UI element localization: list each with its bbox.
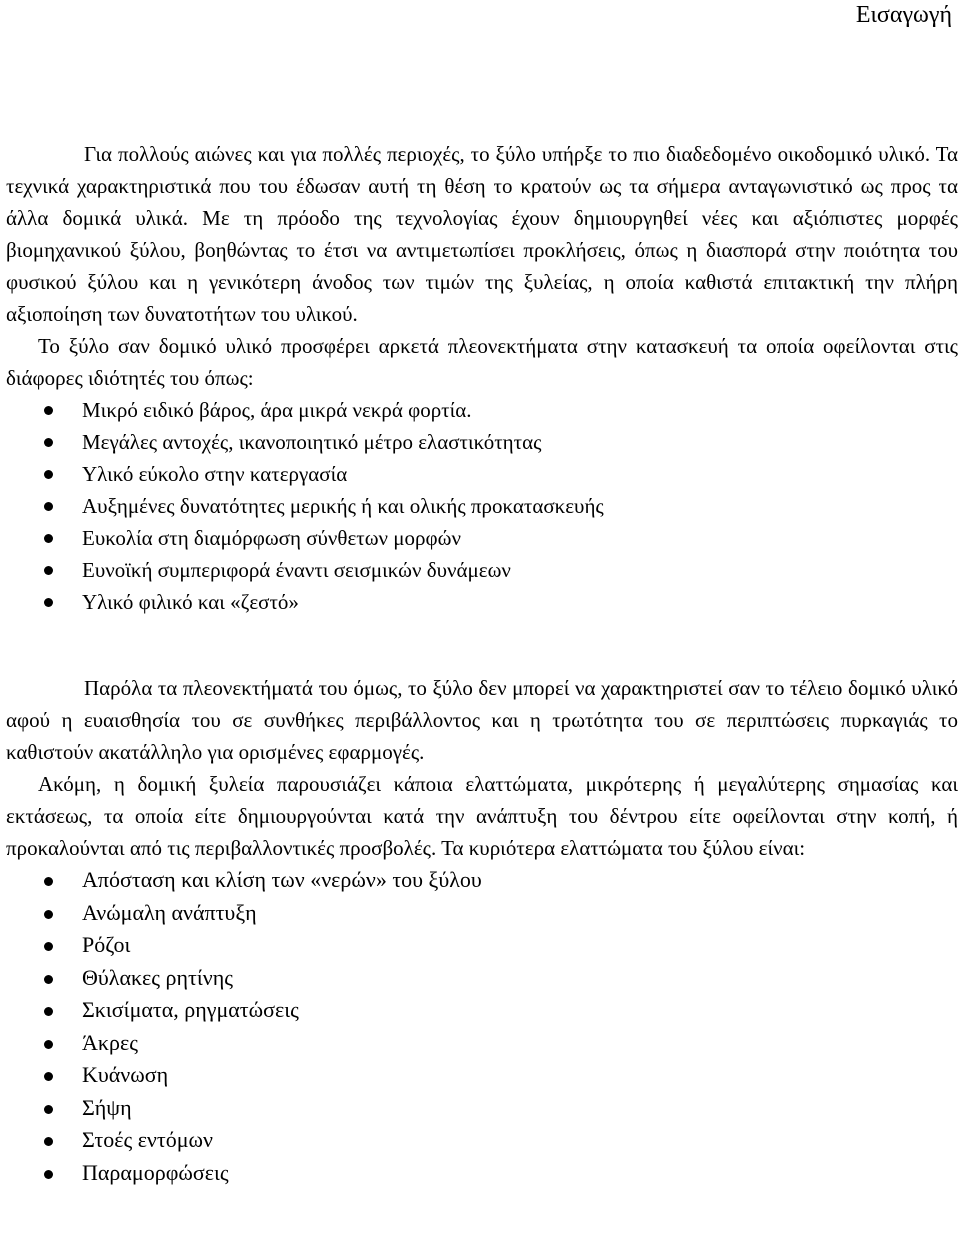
bullet-icon xyxy=(44,1072,53,1081)
defects-list xyxy=(6,864,958,1189)
advantages-list xyxy=(6,394,958,618)
list-item xyxy=(6,586,958,618)
bullet-icon xyxy=(44,598,53,607)
list-item-text: Μικρό ειδικό βάρος, άρα μικρά νεκρά φορτία. xyxy=(82,398,472,422)
bullet-icon xyxy=(44,406,53,415)
list-item-text: Ευνοϊκή συμπεριφορά έναντι σεισμικών δυνάμεων xyxy=(82,558,511,582)
list-item xyxy=(6,962,958,995)
list-item xyxy=(6,1124,958,1157)
list-item-text: Άκρες xyxy=(82,1029,138,1055)
list-item xyxy=(6,426,958,458)
list-item-text: Σήψη xyxy=(82,1094,132,1120)
list-item-text: Μεγάλες αντοχές, ικανοποιητικό μέτρο ελαστικότητας xyxy=(82,430,542,454)
paragraph-limitations: Παρόλα τα πλεονεκτήματά του όμως, το ξύλο δεν μπορεί να χαρακτηριστεί σαν το τέλειο δομικό υλικό αφού η ευαισθησία του σε συνθήκες περιβάλλοντος και η τρωτότητα του σε περιπτώσεις πυρκαγιάς το καθιστούν ακατάλληλο για ορισμένες εφαρμογές. xyxy=(6,676,958,764)
list-item xyxy=(6,522,958,554)
bullet-icon xyxy=(44,534,53,543)
bullet-icon xyxy=(44,566,53,575)
page-header-title: Εισαγωγή xyxy=(855,2,952,28)
list-item-text: Θύλακες ρητίνης xyxy=(82,964,233,990)
list-item xyxy=(6,490,958,522)
list-item xyxy=(6,864,958,897)
bullet-icon xyxy=(44,438,53,447)
bullet-icon xyxy=(44,975,53,984)
list-item xyxy=(6,1027,958,1060)
list-item xyxy=(6,1092,958,1125)
bullet-icon xyxy=(44,1137,53,1146)
list-item-text: Κυάνωση xyxy=(82,1062,169,1087)
list-item-text: Παραμορφώσεις xyxy=(82,1159,229,1185)
bullet-icon xyxy=(44,942,53,951)
list-item-text: Αυξημένες δυνατότητες μερικής ή και ολικής προκατασκευής xyxy=(82,494,604,518)
bullet-icon xyxy=(44,502,53,511)
bullet-icon xyxy=(44,1007,53,1016)
bullet-icon xyxy=(44,1170,53,1179)
paragraph-intro: Για πολλούς αιώνες και για πολλές περιοχές, το ξύλο υπήρξε το πιο διαδεδομένο οικοδομικό υλικό. Τα τεχνικά χαρακτηριστικά που του έδωσαν αυτή τη θέση το κρατούν ως τα σήμερα ανταγωνιστικό ως προς τα άλλα δομικά υλικά. Με τη πρόοδο της τεχνολογίας έχουν δημιουργηθεί νέες και αξιόπιστες μορφές βιομηχανικού ξύλου, βοηθώντας το έτσι να αντιμετωπίσει προκλήσεις, όπως η διασπορά στην ποιότητα του φυσικού ξύλου και η γενικότερη άνοδος των τιμών της ξυλείας, η οποία καθιστά επιτακτική την πλήρη αξιοποίηση των δυνατοτήτων του υλικού. xyxy=(6,142,958,326)
list-item xyxy=(6,1157,958,1190)
bullet-icon xyxy=(44,877,53,886)
bullet-icon xyxy=(44,470,53,479)
list-item-text: Στοές εντόμων xyxy=(82,1127,213,1152)
list-item xyxy=(6,458,958,490)
list-item-text: Ανώμαλη ανάπτυξη xyxy=(82,899,257,925)
paragraph-advantages-intro: Το ξύλο σαν δομικό υλικό προσφέρει αρκετά πλεονεκτήματα στην κατασκευή τα οποία οφείλονται στις διάφορες ιδιότητές του όπως: xyxy=(6,334,958,390)
intro-section xyxy=(6,138,958,618)
list-item-text: Απόσταση και κλίση των «νερών» του ξύλου xyxy=(82,867,482,892)
paragraph-defects-intro: Ακόμη, η δομική ξυλεία παρουσιάζει κάποια ελαττώματα, μικρότερης ή μεγαλύτερης σημασίας και εκτάσεως, τα οποία είτε δημιουργούνται κατά την ανάπτυξη του δέντρου είτε οφείλονται στην κοπή, ή προκαλούνται από τις περιβαλλοντικές προσβολές. Τα κυριότερα ελαττώματα του ξύλου είναι: xyxy=(6,772,958,860)
list-item xyxy=(6,554,958,586)
list-item xyxy=(6,394,958,426)
defects-section xyxy=(6,672,958,1189)
bullet-icon xyxy=(44,1040,53,1049)
list-item-text: Υλικό εύκολο στην κατεργασία xyxy=(82,462,348,486)
list-item-text: Ευκολία στη διαμόρφωση σύνθετων μορφών xyxy=(82,526,461,550)
list-item xyxy=(6,994,958,1027)
list-item-text: Υλικό φιλικό και «ζεστό» xyxy=(82,590,299,614)
list-item xyxy=(6,897,958,930)
bullet-icon xyxy=(44,910,53,919)
list-item xyxy=(6,929,958,962)
list-item-text: Ρόζοι xyxy=(82,932,131,957)
bullet-icon xyxy=(44,1105,53,1114)
list-item-text: Σκισίματα, ρηγματώσεις xyxy=(82,997,299,1022)
list-item xyxy=(6,1059,958,1092)
